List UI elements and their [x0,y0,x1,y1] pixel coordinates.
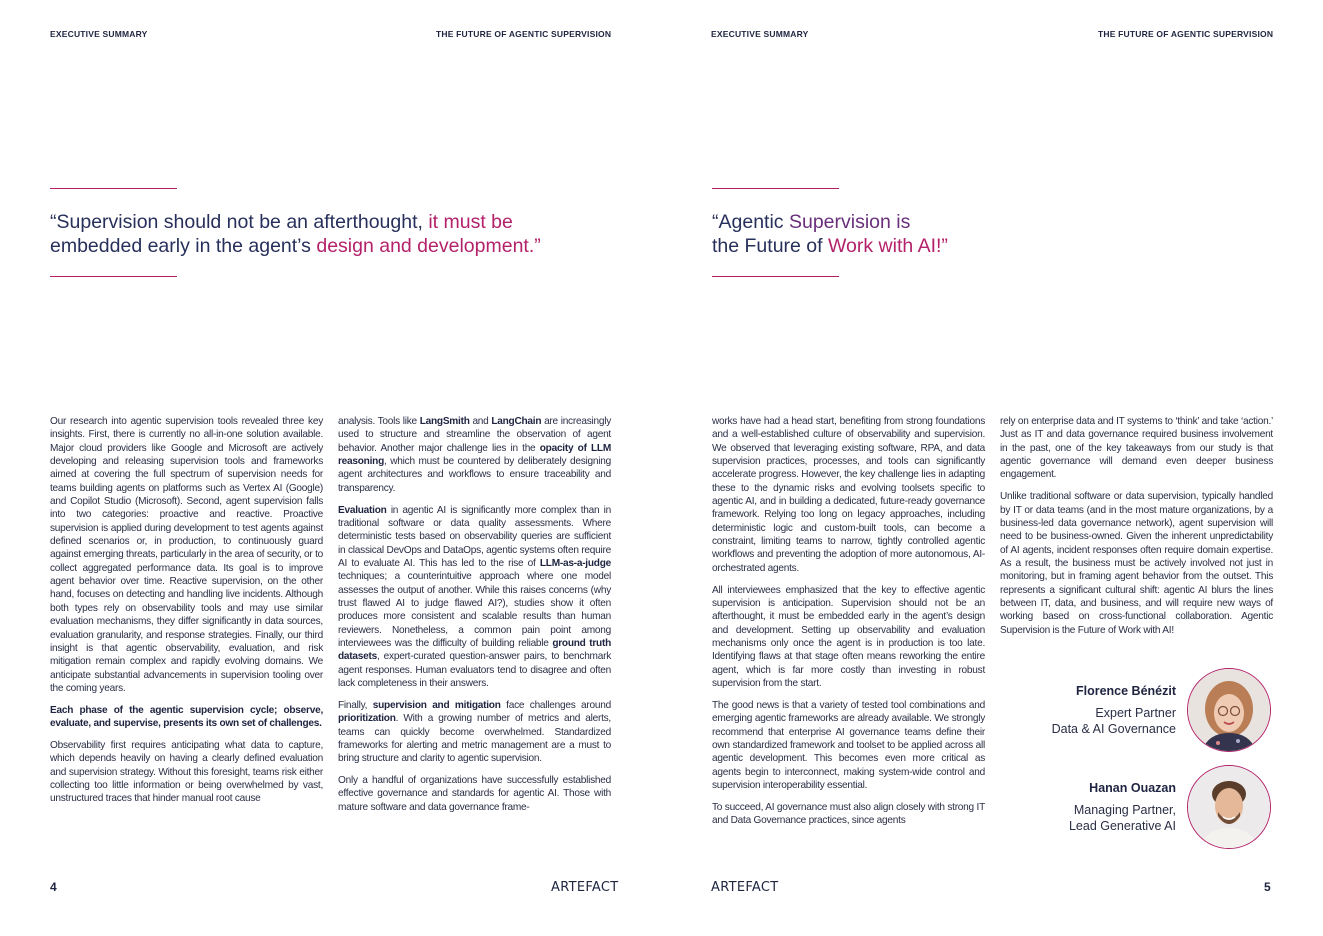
pull-quote [712,210,1112,258]
body-column-1 [50,415,323,814]
term: prioritization [338,713,396,725]
paragraph: works have had a head start, benefiting from strong foundations and a well-established culture of observability and supervision. We observed that leveraging existing software, RPA, and data supervision practices, processes, and tools can significantly accelerate progress. However, the key challenge lies in adapting these to the dynamic risks and evolving toolsets specific to agentic AI, and in building a dedicated, future-ready governance framework. Relying too long on legacy approaches, including deterministic logic and custom-built tools, can become a constraint, limiting teams to narrow, tightly controlled agentic workflows and preventing the adoption of more autonomous, AI-orchestrated agents. [712,416,985,574]
page-left [0,0,661,936]
paragraph: To succeed, AI governance must also align closely with strong IT and Data Governance practices, since agents [712,801,985,827]
author-role: Data & AI Governance [1051,722,1176,736]
quote-text-accent: Supervision is [788,211,911,233]
quote-rule-top [712,188,839,189]
running-header-section: EXECUTIVE SUMMARY [50,29,148,39]
quote-text: the Future of [712,235,823,257]
term: opacity of LLM reasoning [338,442,611,468]
term: ground truth datasets [338,638,611,663]
text: . With a growing number of metrics and alerts, teams can quickly become overwhelmed. Standardized frameworks for alerting and metric management are a must to bring structure and clarity to agentic supervision. [338,713,611,765]
text: in agentic AI is significantly more complex than in traditional software or data quality assessments. Where deterministic tests based on observability queries are sufficient in classical DevOps and DataOps, agentic systems often require AI to evaluate AI. This has led to the rise of [338,504,611,569]
author-name: Hanan Ouazan [1089,781,1176,795]
term: LangChain [491,416,542,427]
quote-text-accent: design and development.” [316,235,541,257]
term: Evaluation [338,504,387,516]
author-role: Managing Partner, [1073,803,1176,817]
author-card-florence [966,684,1176,737]
text: , expert-curated question-answer pairs, to benchmark agent responses. Human evaluators tend to disagree and often lack completeness in their answers. [338,651,611,690]
quote-rule-bottom [712,276,839,277]
paragraph-bold: Each phase of the agentic supervision cycle; observe, evaluate, and supervise, presents its own set of challenges. [50,704,323,730]
body-column-2 [1000,415,1273,646]
quote-text-accent: Work with AI!” [828,235,948,257]
artefact-logo: ARTEFACT [711,880,779,895]
running-header-section: EXECUTIVE SUMMARY [711,29,809,39]
text: Finally, [338,699,368,711]
paragraph: rely on enterprise data and IT systems to ‘think’ and take ‘action.’ Just as IT and data governance required business involvement in the past, one of the key takeaways from our study is that agentic governance will demand even deeper business engagement. [1000,416,1273,481]
text: , which must be countered by deliberately designing agent architectures and workflows to ensure traceability and transparency. [338,456,611,494]
text: face challenges around [506,699,611,711]
paragraph: Our research into agentic supervision tools revealed three key insights. First, there is currently no all-in-one solution available. Major cloud providers like Google and Microsoft are actively developing and releasing supervision tools and frameworks aimed at covering the full spectrum of supervision needs for teams building agents on platforms such as Vertex AI (Google) and Copilot Studio (Microsoft). Second, agent supervision falls into two categories: proactive and reactive. Proactive supervision is applied during development to test agents against defined scenarios or, in production, to continuously guard against emerging threats, particularly in the area of security, or to collect aggregated performance data. Its goal is to improve agent behavior over time. Reactive supervision, on the other hand, focuses on detecting and handling live incidents. Although both types rely on observability tools and may use similar evaluation mechanisms, they differ significantly in data sources, evaluation granularity, and response strategies. Finally, our third insight is that agentic observability, evaluation, and risk mitigation remain complex and rapidly evolving domains. We anticipate substantial advancements in supervision tooling over the coming years. [50,416,323,694]
portrait-photo-icon [1188,669,1270,751]
paragraph: Observability first requires anticipating what data to capture, which depends heavily on having a clearly defined evaluation and supervision strategy. Without this foresight, teams risk either collecting too little information or being overwhelmed by vast, unstructured traces that hinder manual root cause [50,739,323,805]
page-number: 5 [1264,880,1271,894]
paragraph: Unlike traditional software or data supervision, typically handled by IT or data teams (and in the most mature organizations, by a business-led data governance network), agent supervision will need to be business-owned. Given the inherent unpredictability of AI agents, incident responses often require domain expertise. As a result, the business must be actively involved not just in monitoring, but in framing agent behavior from the outset. This represents a significant cultural shift: agentic AI blurs the lines between IT, data, and business, and will require new ways of working based on cross-functional collaboration. Agentic Supervision is the Future of Work with AI! [1000,491,1273,636]
text: and [472,416,489,427]
running-header-title: THE FUTURE OF AGENTIC SUPERVISION [1098,29,1274,39]
page-right [662,0,1323,936]
quote-text: embedded early in the agent’s [50,235,311,257]
paragraph: All interviewees emphasized that the key to effective agentic supervision is anticipation. Supervision should not be an afterthought, it must be embedded early in the agent’s design and development. Setting up observability and evaluation mechanisms only once the agent is in production is too late. Identifying flaws at that stage often means reworking the entire agent, which is far more costly than investing in robust supervision from the start. [712,584,985,690]
term: supervision and mitigation [372,699,501,711]
text: analysis. Tools like [338,416,417,427]
author-role: Expert Partner [1095,706,1176,720]
quote-text: “Agentic [712,211,784,233]
paragraph [338,504,611,691]
pull-quote [50,210,610,258]
paragraph: Only a handful of organizations have successfully established effective governance and standards for agentic AI. Those with mature software and data governance frame- [338,775,611,813]
term: LangSmith [419,416,470,427]
paragraph [338,699,611,766]
body-column-1 [712,415,985,836]
paragraph [338,415,611,495]
quote-text: “Supervision should not be an afterthought, [50,211,423,233]
artefact-logo: ARTEFACT [551,880,619,895]
author-name: Florence Bénézit [1075,684,1176,698]
paragraph: The good news is that a variety of tested tool combinations and emerging agentic frameworks are already available. We strongly recommend that enterprise AI governance teams define their own standardized framework and toolset to be applied across all agentic development. This becomes even more critical as agents begin to interconnect, making system-wide control and supervision interoperability essential. [712,699,985,791]
author-card-hanan [966,781,1176,834]
page-number: 4 [50,880,57,894]
quote-rule-bottom [50,276,177,277]
avatar-hanan [1187,765,1271,849]
running-header-title: THE FUTURE OF AGENTIC SUPERVISION [436,29,612,39]
text: techniques; a counterintuitive approach where one model assesses the output of another. While this raises concerns (why trust flawed AI to judge flawed AI?), studies show it often produces more consistent and scalable results than human reviewers. Nonetheless, a common pain point among interviewees was the difficulty of building reliable [338,571,611,649]
quote-text-accent: it must be [428,211,513,233]
body-column-2 [338,415,611,823]
text: are increasingly used to structure and streamline the observation of agent behavior. Another major challenge lies in the [338,416,612,454]
quote-rule-top [50,188,177,189]
term: LLM-as-a-judge [539,557,611,569]
avatar-florence [1187,668,1271,752]
portrait-photo-icon [1188,766,1270,848]
author-role: Lead Generative AI [1068,819,1176,833]
